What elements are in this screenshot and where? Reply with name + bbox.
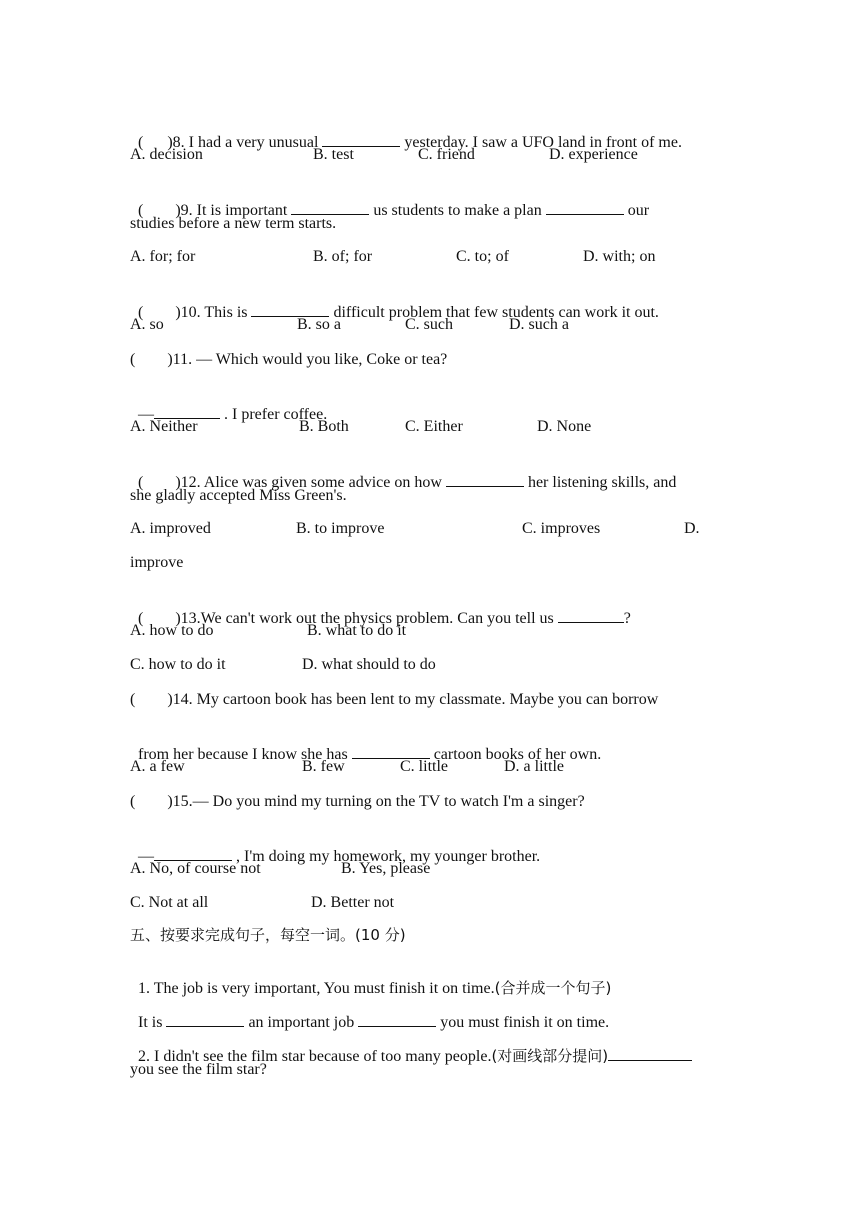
q12-text-cont: she gladly accepted Miss Green's. [130, 487, 347, 504]
q8-option-c[interactable]: C. friend [418, 146, 475, 163]
q8-option-a[interactable]: A. decision [130, 146, 203, 163]
q14-option-b[interactable]: B. few [302, 758, 345, 775]
section-5-heading: 五、按要求完成句子，每空一词。(10 分) [130, 926, 406, 944]
q13-text-end: ? [623, 610, 631, 627]
q15-option-b[interactable]: B. Yes, please [341, 860, 431, 877]
q12-text-start: ( )12. Alice was given some advice on how [138, 474, 446, 491]
q9-option-a[interactable]: A. for; for [130, 248, 196, 265]
q14-option-a[interactable]: A. a few [130, 758, 185, 775]
q10-option-a[interactable]: A. so [130, 316, 164, 333]
q10-option-d[interactable]: D. such a [509, 316, 569, 333]
q9-text-start: ( )9. It is important [138, 202, 292, 219]
q10-option-b[interactable]: B. so a [297, 316, 341, 333]
q8-option-b[interactable]: B. test [313, 146, 354, 163]
q15-option-a[interactable]: A. No, of course not [130, 860, 261, 877]
q13-option-c[interactable]: C. how to do it [130, 656, 226, 673]
q13-blank[interactable] [558, 608, 624, 623]
q10-option-c[interactable]: C. such [405, 316, 453, 333]
q11-option-c[interactable]: C. Either [405, 418, 463, 435]
s5-1-blank-2[interactable] [358, 1012, 436, 1027]
q9-text-cont: studies before a new term starts. [130, 215, 337, 232]
q11-dash: — [138, 406, 154, 423]
q11-option-b[interactable]: B. Both [299, 418, 349, 435]
s5-2-instruction: (对画线部分提问) [491, 1047, 609, 1065]
q8-blank[interactable] [322, 132, 400, 147]
s5-1-answer-mid: an important job [244, 1014, 359, 1031]
q14-blank[interactable] [352, 744, 430, 759]
s5-2-text: 2. I didn't see the film star because of too many people. [138, 1048, 492, 1065]
s5-1-answer-start: It is [138, 1014, 167, 1031]
q13-option-a[interactable]: A. how to do [130, 622, 214, 639]
q12-option-c[interactable]: C. improves [522, 520, 601, 537]
q11-blank[interactable] [154, 404, 220, 419]
q13-text-start: ( )13.We can't work out the physics problem. Can you tell us [138, 610, 558, 627]
q12-text-end: her listening skills, and [523, 474, 677, 491]
q12-option-a[interactable]: A. improved [130, 520, 211, 537]
q9-option-d[interactable]: D. with; on [583, 248, 656, 265]
s5-2-blank[interactable] [608, 1046, 692, 1061]
question-11: ( )11. — Which would you like, Coke or tea? [130, 351, 448, 368]
s5-1-blank-1[interactable] [166, 1012, 244, 1027]
q9-option-b[interactable]: B. of; for [313, 248, 373, 265]
question-10 [130, 282, 659, 323]
q15-option-c[interactable]: C. Not at all [130, 894, 209, 911]
question-15: ( )15.— Do you mind my turning on the TV to watch I'm a singer? [130, 793, 585, 810]
q10-blank[interactable] [251, 302, 329, 317]
q8-option-d[interactable]: D. experience [549, 146, 638, 163]
s5-1-answer-end: you must finish it on time. [436, 1014, 610, 1031]
q11-text-end: . I prefer coffee. [220, 406, 328, 423]
q9-blank-2[interactable] [546, 200, 624, 215]
q12-option-d-cont[interactable]: improve [130, 554, 184, 571]
q12-option-d[interactable]: D. [684, 520, 700, 537]
q10-text-end: difficult problem that few students can work it out. [329, 304, 659, 321]
q14-option-c[interactable]: C. little [400, 758, 448, 775]
q13-option-d[interactable]: D. what should to do [302, 656, 436, 673]
q11-option-d[interactable]: D. None [537, 418, 592, 435]
q15-blank[interactable] [154, 846, 232, 861]
q9-text-end: our [623, 202, 650, 219]
q15-dash: — [138, 848, 154, 865]
q8-text-end: yesterday. I saw a UFO land in front of me. [400, 134, 682, 151]
s5-1-instruction: (合并成一个句子) [494, 979, 612, 997]
q12-option-b[interactable]: B. to improve [296, 520, 385, 537]
s5-2-answer-line: you see the film star? [130, 1061, 267, 1078]
q11-option-a[interactable]: A. Neither [130, 418, 198, 435]
q12-blank[interactable] [446, 472, 524, 487]
s5-1-text: 1. The job is very important, You must finish it on time. [138, 980, 495, 997]
question-14: ( )14. My cartoon book has been lent to my classmate. Maybe you can borrow [130, 691, 659, 708]
q9-text-mid: us students to make a plan [369, 202, 546, 219]
q9-blank-1[interactable] [291, 200, 369, 215]
q8-text-start: ( )8. I had a very unusual [138, 134, 323, 151]
q14-option-d[interactable]: D. a little [504, 758, 564, 775]
q15-option-d[interactable]: D. Better not [311, 894, 395, 911]
q14-text-end: cartoon books of her own. [429, 746, 602, 763]
q10-text-start: ( )10. This is [138, 304, 252, 321]
q9-option-c[interactable]: C. to; of [456, 248, 509, 265]
q13-option-b[interactable]: B. what to do it [307, 622, 407, 639]
q15-text-end: , I'm doing my homework, my younger brother. [232, 848, 541, 865]
q14-text-start: from her because I know she has [138, 746, 352, 763]
